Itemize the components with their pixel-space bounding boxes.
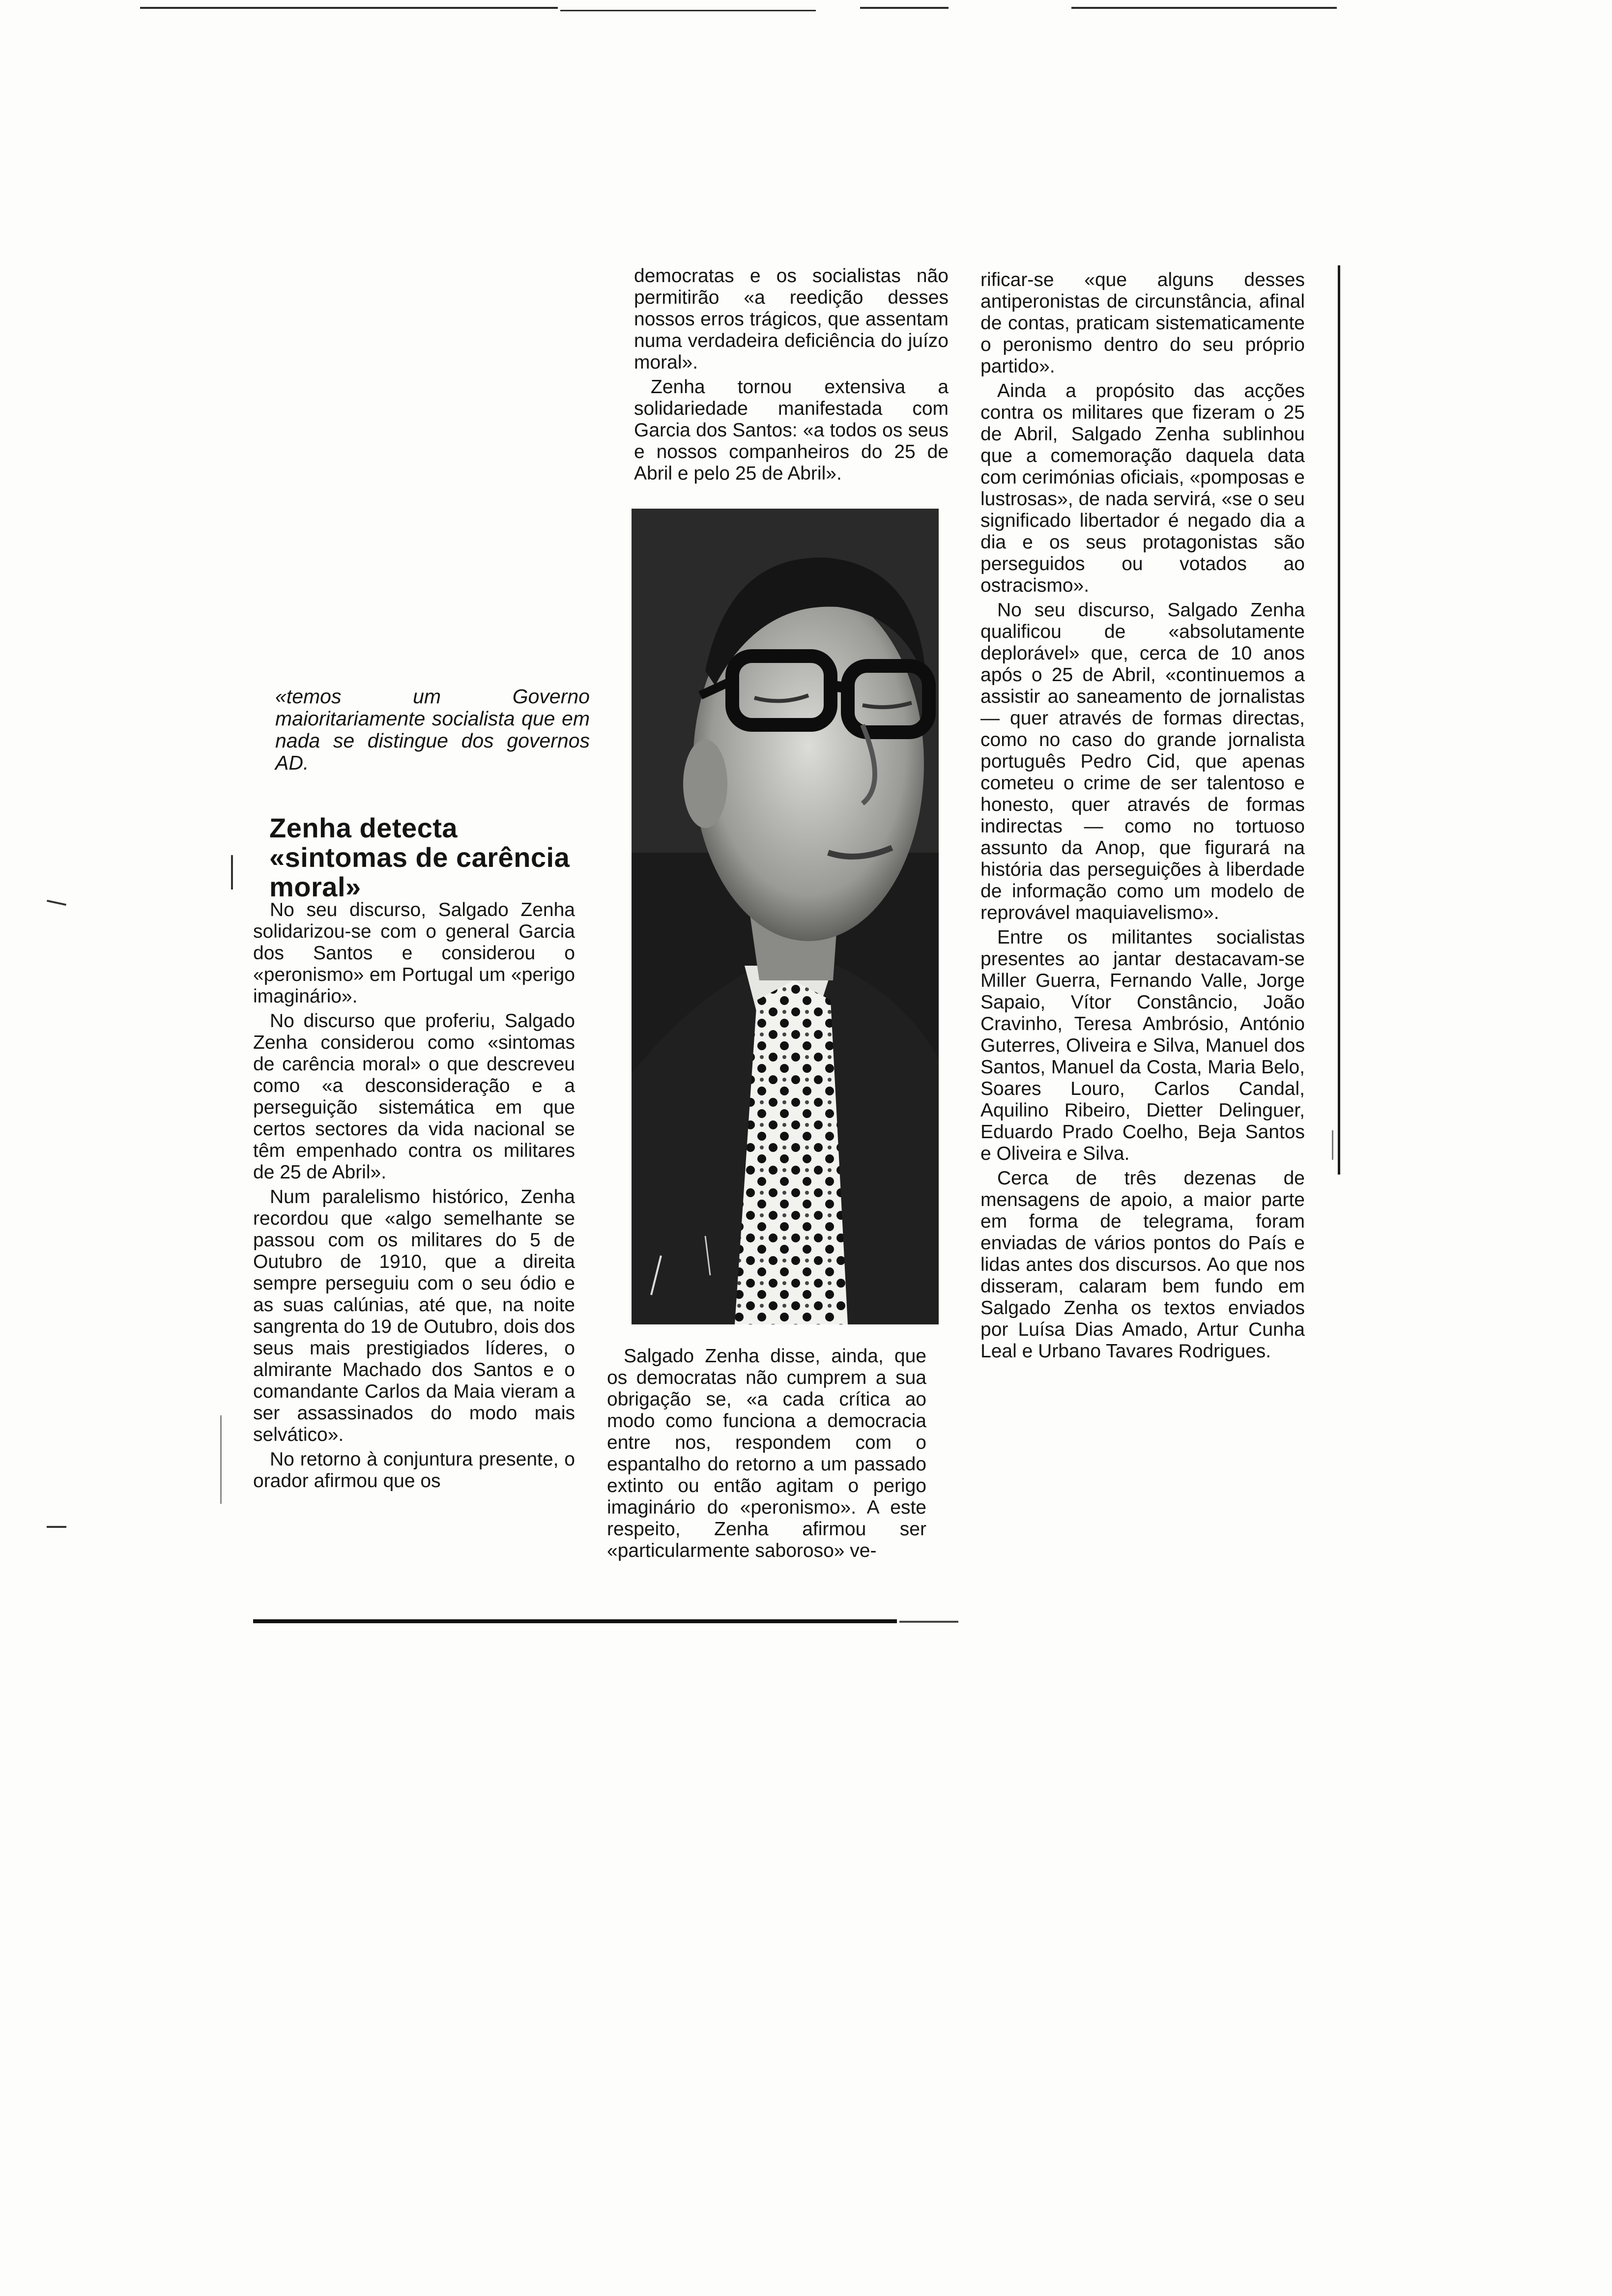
scan-mark [231,855,233,890]
column-1 [253,899,575,1495]
scan-mark [47,900,66,906]
column-rule [1338,265,1340,1175]
column-2-top [634,265,949,488]
paragraph: Salgado Zenha disse, ainda, que os democratas não cumprem a sua obrigação se, «a cada crítica ao modo como funciona a democracia entre nos, respondem com o espantalho do retorno a um passado extinto ou então agitam o perigo imaginário do «peronismo». A este respeito, Zenha afirmou ser «particularmente saboroso» ve- [607,1346,926,1561]
scan-rule [560,10,816,11]
scan-rule [140,7,558,9]
paragraph: No discurso que proferiu, Salgado Zenha considerou como «sintomas de carência moral» o que descreveu como «a desconsideração e a perseguição sistemática em que certos sectores da vida nacional se têm empenhado contra os militares de 25 de Abril». [253,1010,575,1183]
headline: Zenha detecta «sintomas de carência moral» [269,812,570,902]
paragraph: Zenha tornou extensiva a solidariedade manifestada com Garcia dos Santos: «a todos os seus e nossos companheiros do 25 de Abril e pelo 25 de Abril». [634,376,949,484]
bottom-rule [253,1619,897,1623]
pull-quote: «temos um Governo maioritariamente socialista que em nada se distingue dos governos AD. [275,685,590,774]
paragraph: No seu discurso, Salgado Zenha solidarizou-se com o general Garcia dos Santos e considerou o «peronismo» em Portugal um «perigo imaginário». [253,899,575,1007]
portrait-photo [632,509,939,1324]
column-2-bottom [607,1346,926,1565]
paragraph: Cerca de três dezenas de mensagens de apoio, a maior parte em forma de telegrama, foram enviadas de vários pontos do País e lidas antes dos discursos. Ao que nos disseram, calaram bem fundo em Salgado Zenha os textos enviados por Luísa Dias Amado, Artur Cunha Leal e Urbano Tavares Rodrigues. [980,1168,1305,1362]
scan-mark [47,1526,66,1528]
paragraph: Ainda a propósito das acções contra os militares que fizeram o 25 de Abril, Salgado Zenha sublinhou que a comemoração daquela data com cerimónias oficiais, «pomposas e lustrosas», de nada servirá, «se o seu significado libertador é negado dia a dia e os seus protagonistas são perseguidos ou votados ao ostracismo». [980,380,1305,596]
scan-mark [220,1415,222,1504]
paragraph: Num paralelismo histórico, Zenha recordou que «algo semelhante se passou com os militares do 5 de Outubro de 1910, que a direita sempre perseguiu com o seu ódio e as suas calúnias, até que, na noite sangrenta do 19 de Outubro, dois dos seus mais prestigiados líderes, o almirante Machado dos Santos e o comandante Carlos da Maia vieram a ser assassinados do modo mais selvático». [253,1186,575,1445]
portrait-illustration [632,509,939,1324]
column-3 [980,269,1305,1365]
paragraph: democratas e os socialistas não permitirão «a reedição desses nossos erros trágicos, que assentam numa verdadeira deficiência do juízo moral». [634,265,949,373]
bottom-rule [899,1621,958,1623]
scan-rule [860,7,949,9]
scan-rule [1071,7,1337,9]
paragraph: Entre os militantes socialistas presentes ao jantar destacavam-se Miller Guerra, Fernando Valle, Jorge Sapaio, Vítor Constâncio, João Cravinho, Teresa Ambrósio, António Guterres, Oliveira e Silva, Manuel dos Santos, Manuel da Costa, Maria Belo, Soares Louro, Carlos Candal, Aquilino Ribeiro, Dietter Delinguer, Eduardo Prado Coelho, Beja Santos e Oliveira e Silva. [980,927,1305,1164]
paragraph: No retorno à conjuntura presente, o orador afirmou que os [253,1449,575,1492]
scan-mark [1332,1130,1333,1160]
paragraph: rificar-se «que alguns desses antiperonistas de circunstância, afinal de contas, praticam sistematicamente o peronismo dentro do seu próprio partido». [980,269,1305,377]
paragraph: No seu discurso, Salgado Zenha qualificou de «absolutamente deplorável» que, cerca de 10 anos após o 25 de Abril, «continuemos a assistir ao saneamento de jornalistas — quer através de formas directas, como no caso do grande jornalista português Pedro Cid, que apenas cometeu o crime de ser talentoso e honesto, quer através de formas indirectas — como no tortuoso assunto da Anop, que figurará na história das perseguições à liberdade de informação como um modelo de reprovável maquiavelismo». [980,600,1305,923]
